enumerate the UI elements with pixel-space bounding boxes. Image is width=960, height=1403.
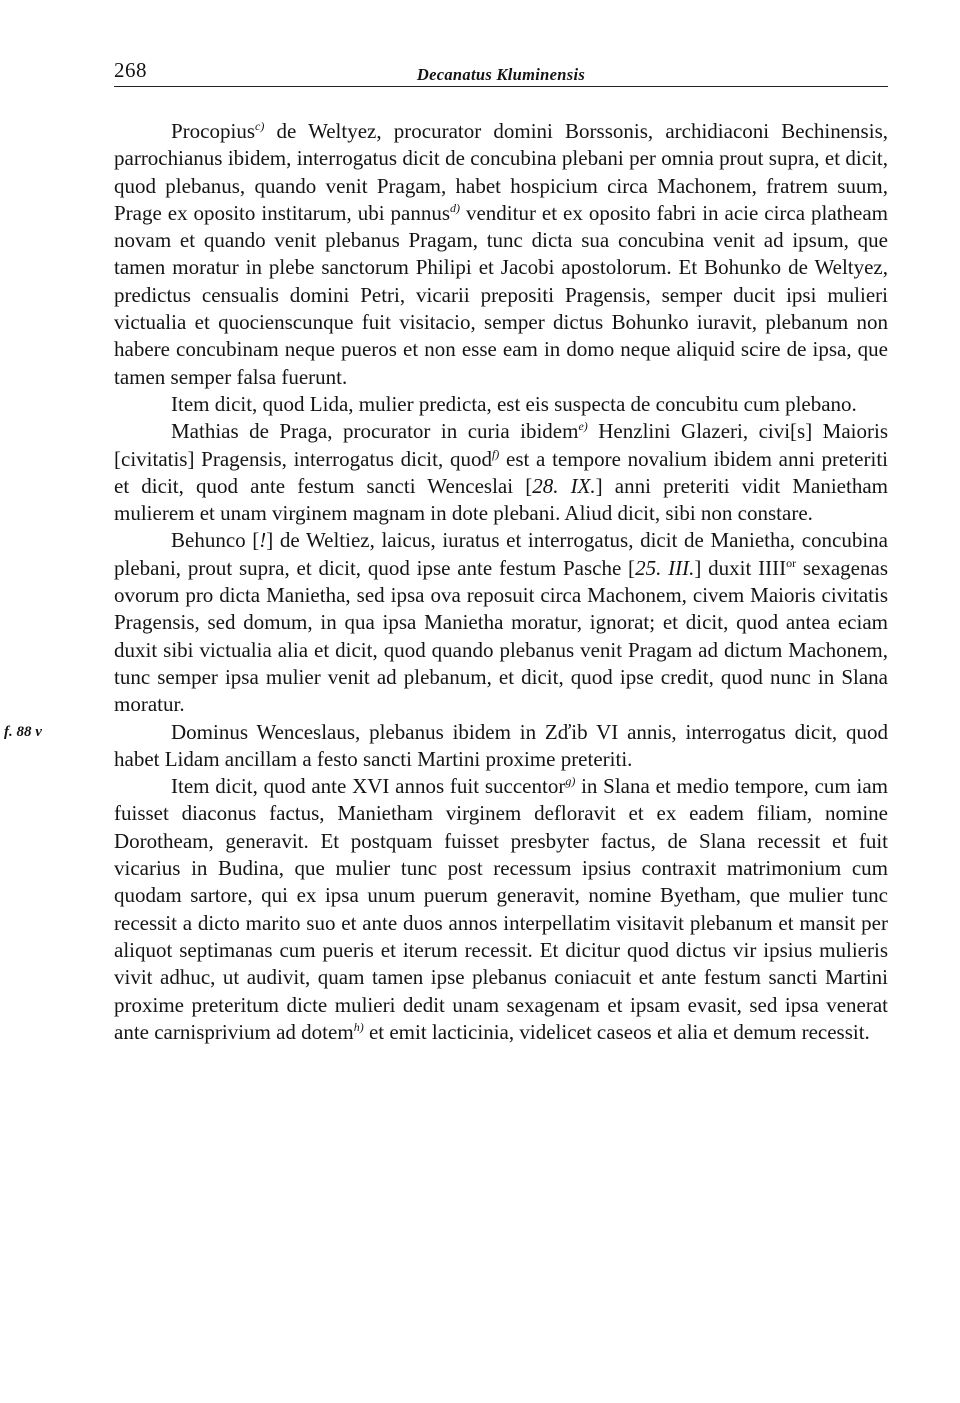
paragraph-3	[114, 418, 888, 527]
body-text	[4, 118, 889, 1046]
page-header	[114, 52, 888, 87]
paragraph-1	[114, 118, 888, 391]
document-page	[4, 52, 889, 1046]
text-run: Procopius	[171, 119, 255, 143]
paragraph-6	[114, 773, 888, 1046]
text-run: in Slana et medio tempore, cum iam fuisset diaconus factus, Manietham virginem defloravit et ex eadem filiam, nomine Dorotheam, generavit. Et postquam fuisset presbyter factus, de Slana recessit et fuit vicarius in Budina, que mulier tunc post recessum ipsius contraxit matrimonium cum quodam sartore, qui ex ipsa unum puerum generavit, nomine Byetham, que mulier tunc recessit a dicto marito suo et ante duos annos interpellatim visitavit plebanum et mansit per aliquot septimanas cum pueris et iterum recessit. Et dicitur quod dictus vir ipsius mulieris vivit adhuc, ut audivit, quam tamen ipse plebanus coniacuit et ante festum sancti Martini proxime preteritum dicte mulieri dedit unam sexagenam et ipsam evasit, sed ipsa venerat ante carnisprivium ad dotem	[114, 774, 888, 1044]
footnote-marker: h)	[353, 1019, 364, 1034]
text-run: ] duxit IIII	[694, 555, 787, 580]
paragraph-2	[114, 391, 888, 418]
paragraph-5	[4, 719, 888, 774]
text-run: Henzlini Glazeri, civi[s] Maioris [civitatis] Pragensis, interrogatus dicit, quod	[114, 419, 889, 471]
italic-date: 25. III.	[635, 555, 695, 580]
text-run: Behunco [	[171, 528, 260, 553]
text-run: ] anni preteriti vidit Manietham mulierem et unam virginem magnam in dote plebani. Aliud dicit, sibi non constare.	[114, 473, 888, 526]
text-run: est a tempore novalium ibidem anni preteriti et dicit, quod ante festum sancti Wenceslai [	[114, 446, 889, 498]
footnote-marker: g)	[565, 774, 576, 789]
text-run: Item dicit, quod Lida, mulier predicta, est eis suspecta de concubitu cum plebano.	[171, 391, 857, 416]
italic-date: 28. IX.	[532, 473, 596, 498]
footnote-marker: c)	[255, 119, 265, 133]
text-run: de Weltyez, procurator domini Borssonis, archidiaconi Bechinensis, parrochianus ibidem, interrogatus dicit de concubina plebani per omnia prout supra, et dicit, quod plebanus, quando venit Pragam, habet hospicium circa Machonem, fratrem suum, Prage ex oposito institarum, ubi pannus	[114, 119, 888, 225]
text-run: Mathias de Praga, procurator in curia ibidem	[171, 419, 579, 444]
text-run: Dominus Wenceslaus, plebanus ibidem in Zďib VI annis, interrogatus dicit, quod habet Lidam ancillam a festo sancti Martini proxime preteriti.	[114, 719, 888, 771]
text-run: venditur et ex oposito fabri in acie circa platheam novam et quando venit plebanus Pragam, tunc dicta sua concubina venit ad ipsum, que tamen moratur in plebe sanctorum Philipi et Jacobi apostolorum. Et Bohunko de Weltyez, predictus censualis domini Petri, vicarii prepositi Pragensis, semper ducit ipsi mulieri victualia et quocienscunque fuit visitacio, semper dictus Bohunko iuravit, plebanum non habere concubinam neque pueros et non esse eam in domo neque aliquid scire de ipsa, que tamen semper falsa fuerunt.	[114, 200, 888, 389]
footnote-marker: d)	[450, 200, 461, 215]
footnote-marker: f)	[491, 446, 500, 461]
text-run: ] de Weltiez, laicus, iuratus et interrogatus, dicit de Manietha, concubina plebani, prout supra, et dicit, quod ipse ante festum Pasche [	[114, 528, 888, 580]
text-run: sexagenas ovorum pro dicta Manietha, sed ipsa ova reposuit circa Machonem, civem Maioris civitatis Pragensis, sed domum, in qua ipsa Manietha moratur, ignorat; et dicit, quod antea eciam duxit sibi victualia alia et dicit, quod quando plebanus venit Pragam ad dictum Machonem, tunc semper ipsa mulier venit ad plebanum, et dicit, quod ipse credit, quod nunc in Slana moratur.	[114, 555, 888, 717]
folio-margin-note: f. 88 v	[4, 723, 42, 740]
footnote-marker: e)	[578, 419, 588, 434]
text-run: et emit lacticinia, videlicet caseos et alia et demum recessit.	[363, 1019, 870, 1044]
ordinal-suffix: or	[786, 555, 797, 570]
italic-date: !	[259, 528, 267, 553]
running-title: Decanatus Kluminensis	[416, 65, 586, 84]
page-number: 268	[114, 58, 147, 82]
paragraph-4	[114, 527, 888, 718]
text-run: Item dicit, quod ante XVI annos fuit succentor	[171, 774, 566, 799]
